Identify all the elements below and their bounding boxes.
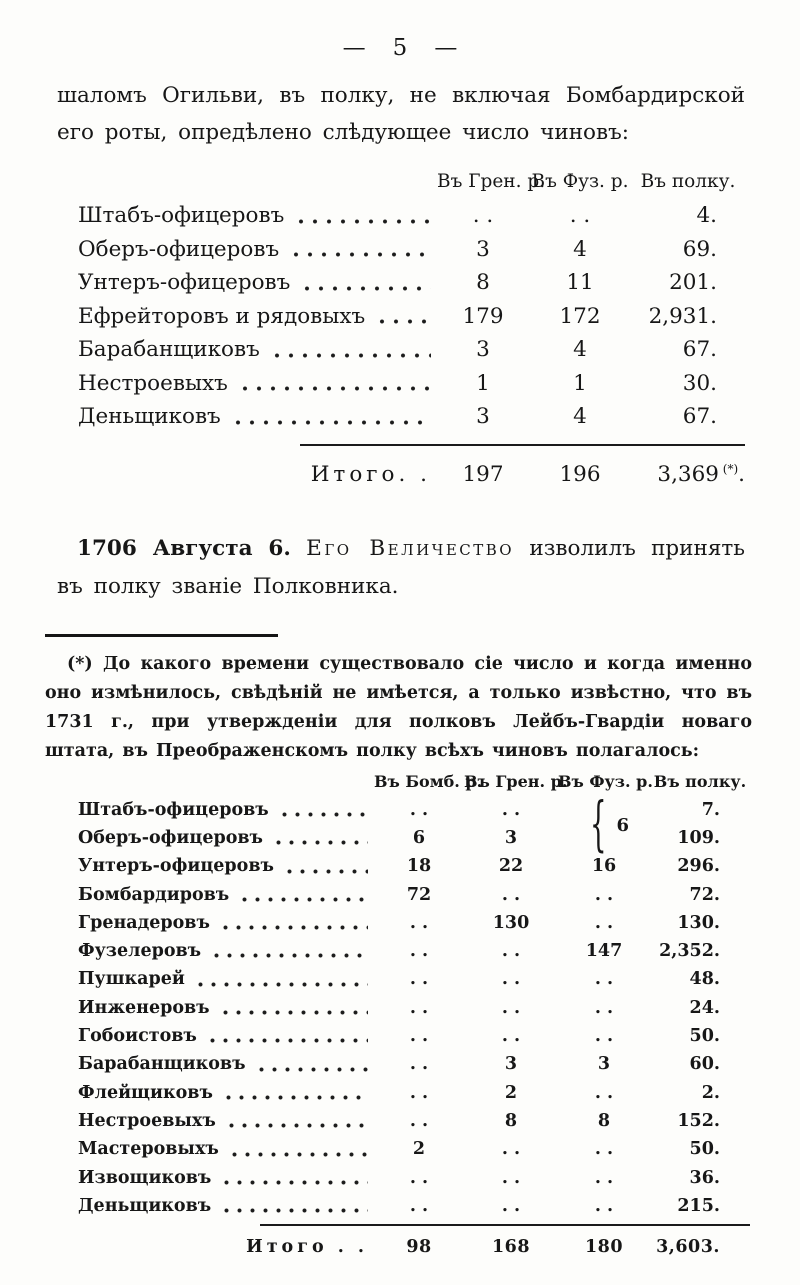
row-label-cell xyxy=(78,796,374,824)
value-cell: . . xyxy=(501,1026,521,1047)
dot-leader xyxy=(255,1067,369,1072)
value-cell: . . xyxy=(594,1139,614,1160)
entry-text: изволилъ принять въ полку званіе Полковника. xyxy=(57,535,745,599)
value-cell: . . xyxy=(594,997,614,1018)
dot-leader xyxy=(220,1208,368,1213)
intro-paragraph: шаломъ Огильви, въ полку, не включая Бомбардирской его роты, опредѣлено слѣдующее число чиновъ: xyxy=(57,83,745,145)
row-label: Оберъ-офицеровъ xyxy=(78,236,280,262)
value-cell: 3 xyxy=(476,337,490,362)
dot-leader xyxy=(194,982,368,987)
value-cell: . . xyxy=(501,1139,521,1160)
table-row xyxy=(78,909,750,937)
value-cell: 2,931. xyxy=(648,303,717,329)
row-label: Деньщиковъ xyxy=(78,404,221,429)
value-cell: 50. xyxy=(689,1139,720,1160)
row-label-cell xyxy=(78,852,374,880)
dot-leader xyxy=(222,1095,368,1100)
left-dash: — xyxy=(342,35,366,61)
value-cell: . . xyxy=(409,1167,429,1188)
value-cell: . . xyxy=(594,1167,614,1188)
row-label-cell xyxy=(78,1079,374,1107)
value-cell: 296. xyxy=(677,856,720,877)
total-label: Итого . . xyxy=(246,1237,368,1258)
table-row xyxy=(78,199,745,233)
right-dash: — xyxy=(434,35,458,61)
row-label: Барабанщиковъ xyxy=(78,1054,246,1075)
row-label-cell xyxy=(78,367,437,401)
value-cell: 24. xyxy=(689,997,720,1018)
value-cell: 130. xyxy=(677,912,720,933)
page-number xyxy=(0,0,800,62)
row-label: Оберъ-офицеровъ xyxy=(78,827,263,848)
dot-leader xyxy=(300,286,431,291)
value-cell: 2,352. xyxy=(659,941,720,962)
value-cell: 72 xyxy=(406,884,432,905)
value-cell: . . xyxy=(409,969,429,990)
column-header: Въ Бомб. р. xyxy=(374,771,483,791)
value-cell: . . xyxy=(409,941,429,962)
value-cell: . . xyxy=(594,884,614,905)
total-value: 3,369 (*). xyxy=(657,461,745,487)
value-cell: . . xyxy=(594,1082,614,1103)
table-row xyxy=(78,1192,750,1220)
value-cell: . . xyxy=(501,1195,521,1216)
table-row xyxy=(78,796,750,824)
table-row xyxy=(78,333,745,367)
total-label: Итого. . xyxy=(310,461,431,487)
footnote-paragraph xyxy=(45,650,752,766)
value-cell: . . xyxy=(594,912,614,933)
value-cell: 3 xyxy=(504,1054,518,1075)
row-label-cell xyxy=(78,233,437,267)
row-label-cell xyxy=(78,824,374,852)
entry-date: 1706 Августа 6. xyxy=(77,535,291,561)
value-cell: 67. xyxy=(682,337,717,362)
row-label: Гобоистовъ xyxy=(78,1026,197,1047)
value-cell: . . xyxy=(409,1026,429,1047)
dot-leader xyxy=(225,1123,368,1128)
value-cell: . . xyxy=(501,799,521,820)
value-cell: . . xyxy=(409,997,429,1018)
value-cell: 16 xyxy=(591,856,617,877)
value-cell: 2. xyxy=(701,1082,720,1103)
table-row xyxy=(78,1022,750,1050)
dot-leader xyxy=(272,840,368,845)
row-label-cell xyxy=(78,965,374,993)
value-cell: . . xyxy=(501,941,521,962)
value-cell: 215. xyxy=(677,1195,720,1216)
row-label-cell xyxy=(78,333,437,367)
value-cell: 179 xyxy=(462,303,504,329)
value-cell: 69. xyxy=(682,236,717,262)
table-row xyxy=(78,233,745,267)
value-cell: 22 xyxy=(498,856,524,877)
row-label: Ефрейторовъ и рядовыхъ xyxy=(78,303,366,329)
table-row xyxy=(78,367,745,401)
dot-leader xyxy=(210,953,368,958)
value-cell: . . xyxy=(409,1195,429,1216)
row-label: Нестроевыхъ xyxy=(78,1110,216,1131)
column-header: Въ полку. xyxy=(640,171,736,192)
table-row xyxy=(78,1107,750,1135)
value-cell: 6 xyxy=(412,827,426,848)
value-cell: . . xyxy=(409,1082,429,1103)
value-cell: 8 xyxy=(597,1110,611,1131)
footnote-marker: (*) xyxy=(67,653,93,674)
value-cell: 4 xyxy=(573,236,587,262)
value-cell: 4 xyxy=(573,404,587,429)
value-cell: 2 xyxy=(504,1082,518,1103)
column-header: Въ Грен. р. xyxy=(464,771,568,791)
row-label: Пушкарей xyxy=(78,969,185,990)
value-cell: . . xyxy=(501,997,521,1018)
page-number-value: 5 xyxy=(392,35,408,61)
value-cell: 1 xyxy=(476,370,490,396)
value-cell: . . xyxy=(409,912,429,933)
dot-leader xyxy=(289,252,431,257)
dot-leader xyxy=(228,1152,368,1157)
footnote-separator xyxy=(45,634,278,637)
row-label: Гренадеровъ xyxy=(78,912,210,933)
value-cell: 2 xyxy=(412,1139,426,1160)
grand-total-row xyxy=(78,1226,750,1264)
brace-icon: { xyxy=(590,791,607,860)
value-cell: . . xyxy=(472,203,494,228)
value-cell: 8 xyxy=(476,270,490,295)
table-row xyxy=(78,824,750,852)
value-cell: 50. xyxy=(689,1026,720,1047)
row-label: Унтеръ-офицеровъ xyxy=(78,270,291,295)
value-cell: 60. xyxy=(689,1054,720,1075)
row-label-cell xyxy=(78,909,374,937)
dot-leader xyxy=(283,869,368,874)
table-row xyxy=(78,1050,750,1078)
row-label-cell xyxy=(78,400,437,434)
row-label-cell xyxy=(78,266,437,300)
row-label: Унтеръ-офицеровъ xyxy=(78,856,274,877)
row-label-cell xyxy=(78,994,374,1022)
total-value: 180 xyxy=(584,1237,624,1258)
row-label-cell xyxy=(78,1135,374,1163)
table-row xyxy=(78,965,750,993)
dot-leader xyxy=(219,925,368,930)
table-row xyxy=(78,266,745,300)
dot-leader xyxy=(220,1180,368,1185)
column-header: Въ Фуз. р. xyxy=(531,171,629,192)
value-cell: 3 xyxy=(597,1054,611,1075)
value-cell: 7. xyxy=(701,799,720,820)
row-label-cell xyxy=(78,1022,374,1050)
dot-leader xyxy=(278,812,368,817)
value-cell: . . xyxy=(501,1167,521,1188)
value-cell: 152. xyxy=(677,1110,720,1131)
brace-shared-value: 6 xyxy=(616,815,630,837)
row-label: Барабанщиковъ xyxy=(78,337,260,362)
column-header: Въ полку. xyxy=(653,771,747,791)
table-body xyxy=(78,796,750,1220)
table-header-row xyxy=(78,770,750,794)
row-label: Инженеровъ xyxy=(78,997,210,1018)
dot-leader xyxy=(238,897,368,902)
value-cell: 3 xyxy=(476,236,490,262)
row-label-cell xyxy=(78,1050,374,1078)
column-header: Въ Грен. р. xyxy=(437,171,546,192)
column-header: Въ Фуз. р. xyxy=(558,771,653,791)
entry-title-smallcaps: Его Величество xyxy=(306,535,515,561)
row-label-cell xyxy=(78,1192,374,1220)
row-label-cell xyxy=(78,300,437,334)
row-label: Штабъ-офицеровъ xyxy=(78,203,285,228)
value-cell: 18 xyxy=(406,856,432,877)
total-value: 196 xyxy=(559,461,601,487)
row-label: Бомбардировъ xyxy=(78,884,230,905)
table-row xyxy=(78,994,750,1022)
dot-leader xyxy=(238,386,431,391)
dot-leader xyxy=(294,219,431,224)
row-label: Штабъ-офицеровъ xyxy=(78,799,269,820)
value-cell: 130 xyxy=(492,912,530,933)
dot-leader xyxy=(375,319,431,324)
value-cell: 4 xyxy=(573,337,587,362)
footnote-text: До какого времени существовало сіе число и когда именно оно измѣнилось, свѣдѣній не имѣется, а только извѣстно, что въ 1731 г., при утвержденіи для полковъ Лейбъ-Гвардіи новаго штата, въ Преображенскомъ полку всѣхъ чиновъ полагалось: xyxy=(45,653,753,761)
table-row xyxy=(78,1135,750,1163)
row-label: Деньщиковъ xyxy=(78,1195,212,1216)
dot-leader xyxy=(206,1038,368,1043)
value-cell: . . xyxy=(409,799,429,820)
value-cell: 109. xyxy=(677,827,720,848)
value-cell: 3 xyxy=(504,827,518,848)
row-label: Флейщиковъ xyxy=(78,1082,213,1103)
value-cell: . . xyxy=(409,1110,429,1131)
value-cell: 1 xyxy=(573,370,587,396)
value-cell: 172 xyxy=(559,303,601,329)
value-cell: . . xyxy=(594,1026,614,1047)
table-body xyxy=(78,199,745,434)
value-cell: . . xyxy=(409,1054,429,1075)
dot-leader xyxy=(219,1010,368,1015)
row-label-cell xyxy=(78,937,374,965)
value-cell: 201. xyxy=(669,270,717,295)
value-cell: . . xyxy=(501,884,521,905)
value-cell: 4. xyxy=(696,203,717,228)
row-label-cell xyxy=(78,881,374,909)
grand-total-row xyxy=(78,446,745,492)
value-cell: 48. xyxy=(689,969,720,990)
value-cell: 72. xyxy=(689,884,720,905)
value-cell: 147 xyxy=(585,941,623,962)
total-value: 197 xyxy=(462,461,504,487)
table-row xyxy=(78,1079,750,1107)
total-value: 98 xyxy=(406,1237,432,1258)
table-row xyxy=(78,400,745,434)
row-label-cell xyxy=(78,1164,374,1192)
row-label-cell xyxy=(78,199,437,233)
strength-table-1731 xyxy=(78,770,750,1264)
strength-table-1706 xyxy=(78,169,745,492)
row-label: Фузелеровъ xyxy=(78,941,202,962)
dot-leader xyxy=(231,420,431,425)
footnote-ref: (*) xyxy=(718,461,739,476)
table-row xyxy=(78,937,750,965)
total-value: 168 xyxy=(491,1237,531,1258)
row-label: Нестроевыхъ xyxy=(78,370,228,396)
value-cell: 3 xyxy=(476,404,490,429)
table-row xyxy=(78,1164,750,1192)
table-row xyxy=(78,300,745,334)
total-value: 3,603. xyxy=(656,1237,720,1258)
value-cell: 8 xyxy=(504,1110,518,1131)
value-cell: 30. xyxy=(682,370,717,396)
table-header-row xyxy=(78,169,745,195)
table-row xyxy=(78,852,750,880)
value-cell: . . xyxy=(501,969,521,990)
row-label: Извощиковъ xyxy=(78,1167,212,1188)
value-cell: . . xyxy=(569,203,591,228)
row-label: Мастеровыхъ xyxy=(78,1139,219,1160)
value-cell: . . xyxy=(594,1195,614,1216)
dot-leader xyxy=(270,353,431,358)
value-cell: 11 xyxy=(566,270,594,295)
table-row xyxy=(78,881,750,909)
value-cell: . . xyxy=(594,969,614,990)
entry-1706-aug-6 xyxy=(57,530,745,606)
row-label-cell xyxy=(78,1107,374,1135)
value-cell: 36. xyxy=(689,1167,720,1188)
value-cell: 67. xyxy=(682,404,717,429)
